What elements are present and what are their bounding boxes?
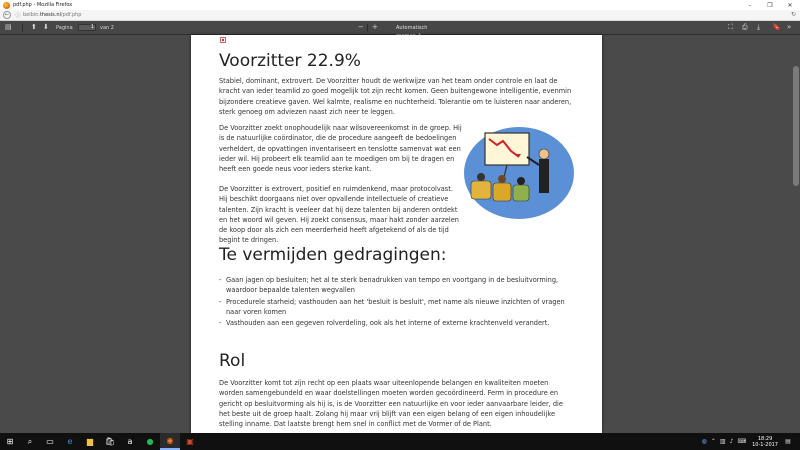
edge-icon[interactable]: e [67,437,73,446]
task-view-icon[interactable]: ▭ [46,437,54,446]
url-prefix: belbin. [23,12,40,18]
heading-rol: Rol [219,351,246,371]
pdf-toolbar [0,21,800,35]
minimize-button[interactable]: – [748,1,752,9]
tools-menu-icon[interactable]: » [787,23,792,31]
download-icon[interactable]: ⤓ [757,23,761,31]
clock[interactable] [752,436,778,448]
scrollbar-thumb[interactable] [793,66,799,186]
page-label: Pagina [56,25,73,31]
paragraph-rol: De Voorzitter komt tot zijn recht op een plaats waar uiteenlopende belangen en kwaliteiten moeten worden samengebundeld en waar doelstellingen moeten worden gecoördineerd. Ferm in procedure en gericht op besluitvorming als hij is, is de Voorzitter een natuurlijke en voor ieder aanvaarbare leider, die het beste uit de groep haalt. Zolang hij maar vrij blijft van een eigen belang of een eigen inhoudelijke stelling inname. Dat laatste brengt hem snel in conflict met de Vormer of de Plant. [219,379,563,429]
store-icon[interactable]: 🛍 [104,437,116,446]
windows-start-icon[interactable]: ⊞ [6,437,14,446]
zoom-in-button[interactable]: + [372,23,378,31]
show-hidden-icons-icon[interactable]: ⌃ [710,438,716,445]
system-tray [698,433,794,450]
search-icon[interactable]: ⌕ [27,436,33,446]
paragraph-intro: Stabiel, dominant, extrovert. De Voorzitter houdt de werkwijze van het team onder controle en laat de kracht van ieder teamlid zo goed mogelijk tot zijn recht komen. Geen buitengewone intelligentie, evenmin bijzondere creatieve gaven. Wel kalmte, realisme en nuchterheid. Tolerantie om te luisteren naar anderen, sterk genoeg om adviezen naast zich neer te leggen. [219,77,572,116]
page-total: van 2 [100,25,114,31]
zoom-out-button[interactable]: − [358,23,364,31]
powerpoint-icon[interactable]: ▣ [186,437,194,446]
list-item: - Procedurele starheid; vasthouden aan het 'besluit is besluit', met name als nieuwe inzichten of vragen naar voren komen [219,297,574,318]
network-icon[interactable]: ▥ [719,438,726,445]
next-page-icon[interactable]: ⬇ [43,23,49,31]
back-button[interactable]: ← [4,12,10,18]
heading-te-vermijden: Te vermijden gedragingen: [219,245,447,265]
spotify-icon[interactable]: ● [146,437,154,446]
toolbar-separator [22,24,23,32]
zoom-select[interactable] [396,24,442,32]
url-path: /pdf.php [60,12,82,18]
site-info-icon[interactable]: ⓘ [15,12,21,19]
clipart-presenter-body [539,159,549,193]
toolbar-separator [367,24,368,32]
maximize-button[interactable]: ❐ [767,1,773,9]
previous-page-icon[interactable]: ⬆ [31,23,37,31]
paragraph-coordinator: De Voorzitter zoekt onophoudelijk naar wilsovereenkomst in de groep. Hij is de natuurlijke coördinator, die de procedure aangeeft de bedoelingen verheldert, de opvattingen inventariseert en tenslotte samenvat wat een ieder wil. Hij probeert elk teamlid aan te moedigen om bij te dragen en heeft een goede neus voor ieders sterke kant. [219,124,462,174]
clipart-audience-head-1 [477,173,485,181]
url-domain: thesis.nl [39,12,61,18]
pdf-page [191,35,602,433]
clipart-chair-1 [471,181,491,199]
list-item: - Gaan jagen op besluiten; het al te sterk benadrukken van tempo en voortgang in de besluitvorming, waardoor bepaalde talenten wegvallen [219,275,574,296]
clock-time: 18:29 [757,435,773,442]
clipart-chair-3 [513,185,529,201]
url-bar[interactable] [23,12,81,18]
sidebar-toggle-icon[interactable]: ▤ [5,23,12,31]
avoid-behaviors-list [219,275,574,329]
presentation-clipart [463,121,575,221]
clipart-presenter-head [539,149,549,159]
keyboard-icon[interactable]: ⌨ [737,438,747,445]
reload-icon[interactable]: ↻ [790,11,796,18]
volume-icon[interactable]: ♪ [729,438,734,445]
action-center-icon[interactable]: ▤ [785,438,791,445]
zoom-select-value: Automatisch [396,25,428,31]
amazon-icon[interactable]: a [127,437,133,446]
list-item: - Vasthouden aan een gegeven rolverdeling, ook als het interne of externe krachtenveld verandert. [219,318,574,328]
paragraph-extrovert: De Voorzitter is extrovert, positief en ruimdenkend, maar protocolvast. Hij beschikt doorgaans niet over opvallende intellectuele of creatieve talenten. Zijn kracht is veeleer dat hij deze talenten bij anderen ontdekt en het woord wil geven. Hij zoekt consensus, maar hakt zonder aarzelen de koop door als zich een meerderheid heeft afgetekend of als de tijd begint te dringen. [219,185,459,245]
firefox-taskbar-icon[interactable]: ◉ [160,433,180,450]
windows-taskbar [0,433,800,450]
clipart-audience-head-2 [498,175,506,183]
window-controls [740,0,800,10]
chrome-tray-icon[interactable]: ◍ [701,438,707,445]
heading-voorzitter: Voorzitter 22.9% [219,51,361,71]
navigation-bar [0,10,800,21]
fullscreen-icon[interactable]: ⛶ [728,23,733,31]
close-button[interactable]: ✕ [787,1,793,9]
clipart-chair-2 [493,183,511,201]
clipart-chart-board [485,133,529,165]
window-titlebar [0,0,800,10]
file-explorer-icon[interactable]: ▆ [86,437,94,446]
page-number-input[interactable]: 1 [78,24,96,31]
print-icon[interactable]: ⎙ [742,23,748,31]
clock-date: 10-1-2017 [752,441,778,448]
clipart-audience-head-3 [517,177,525,185]
vertical-scrollbar[interactable] [792,35,800,433]
firefox-icon [3,2,10,9]
bookmark-icon[interactable]: 🔖 [772,23,781,31]
window-title: pdf.php - Mozilla Firefox [13,2,73,8]
broken-image-icon [220,37,226,43]
